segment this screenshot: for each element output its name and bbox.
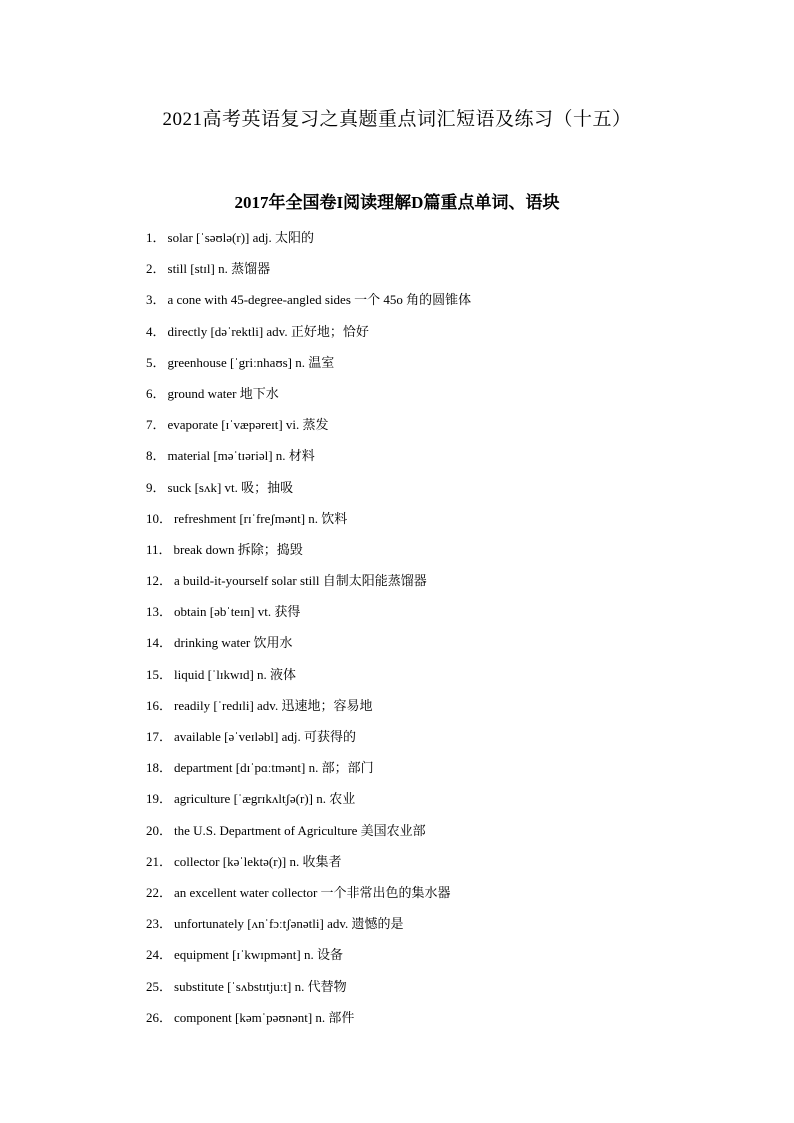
item-number: 7．: [146, 417, 166, 433]
item-number: 19．: [146, 791, 173, 807]
item-text: solar [ˈsəʊlə(r)] adj. 太阳的: [167, 230, 314, 245]
item-number: 12．: [146, 573, 173, 589]
item-number: 25．: [146, 978, 173, 994]
item-text: directly [dəˈrektli] adv. 正好地；恰好: [167, 323, 369, 339]
list-item: [146, 945, 746, 976]
item-text: department [dɪˈpɑːtmənt] n. 部；部门: [174, 760, 374, 776]
item-text: evaporate [ɪˈvæpəreɪt] vi. 蒸发: [167, 417, 329, 433]
item-number: 26．: [146, 1009, 173, 1025]
item-number: 21．: [146, 853, 173, 869]
item-number: 9．: [146, 479, 166, 495]
item-number: 14．: [146, 635, 173, 651]
item-text: material [məˈtɪəriəl] n. 材料: [167, 448, 315, 464]
item-text: available [əˈveɪləbl] adj. 可获得的: [174, 729, 356, 744]
item-number: 6．: [146, 385, 166, 401]
list-item: [146, 789, 746, 820]
list-item: [146, 540, 746, 571]
list-item: [146, 446, 746, 477]
item-text: still [stɪl] n. 蒸馏器: [167, 261, 271, 277]
list-item: [146, 290, 746, 321]
list-item: [146, 602, 746, 633]
list-item: [146, 977, 746, 1008]
vocabulary-list: [146, 228, 746, 1039]
item-text: a build-it-yourself solar still 自制太阳能蒸馏器: [174, 573, 427, 589]
section-title: 2017年全国卷I阅读理解D篇重点单词、语块: [234, 193, 560, 212]
item-text: suck [sʌk] vt. 吸；抽吸: [167, 479, 294, 495]
item-number: 1．: [146, 230, 166, 245]
item-text: component [kəmˈpəʊnənt] n. 部件: [174, 1009, 355, 1025]
list-item: [146, 1008, 746, 1039]
item-number: 13．: [146, 604, 173, 620]
item-number: 3．: [146, 292, 166, 308]
list-item: [146, 821, 746, 852]
item-number: 16．: [146, 697, 173, 713]
list-item: [146, 478, 746, 509]
list-item: [146, 415, 746, 446]
list-item: [146, 509, 746, 540]
list-item: [146, 914, 746, 945]
item-text: the U.S. Department of Agriculture 美国农业部: [174, 822, 426, 838]
item-number: 17．: [146, 729, 173, 744]
item-text: break down 拆除；捣毁: [173, 541, 303, 557]
item-number: 5．: [146, 354, 166, 370]
list-item: [146, 852, 746, 883]
list-item: [146, 322, 746, 353]
item-text: drinking water 饮用水: [174, 635, 293, 651]
item-number: 23．: [146, 916, 173, 932]
item-text: a cone with 45-degree-angled sides 一个 45o 角的圆锥体: [167, 292, 472, 308]
item-number: 8．: [146, 448, 166, 464]
item-number: 11．: [146, 541, 172, 557]
item-text: greenhouse [ˈgriːnhaʊs] n. 温室: [167, 354, 335, 370]
page-title: 2021高考英语复习之真题重点词汇短语及练习（十五）: [162, 109, 632, 130]
item-number: 2．: [146, 261, 166, 277]
item-number: 22．: [146, 884, 173, 900]
item-text: ground water 地下水: [167, 385, 279, 401]
list-item: [146, 665, 746, 696]
item-text: an excellent water collector 一个非常出色的集水器: [174, 884, 451, 900]
list-item: [146, 384, 746, 415]
list-item: [146, 727, 746, 758]
item-number: 4．: [146, 323, 166, 339]
list-item: [146, 633, 746, 664]
item-text: substitute [ˈsʌbstɪtjuːt] n. 代替物: [174, 978, 347, 994]
item-number: 24．: [146, 947, 173, 963]
list-item: [146, 883, 746, 914]
item-text: equipment [ɪˈkwɪpmənt] n. 设备: [174, 947, 343, 963]
list-item: [146, 758, 746, 789]
item-text: obtain [əbˈteɪn] vt. 获得: [174, 604, 301, 620]
item-number: 10．: [146, 510, 173, 526]
list-item: [146, 696, 746, 727]
item-text: refreshment [rɪˈfreʃmənt] n. 饮料: [174, 510, 348, 526]
item-text: agriculture [ˈægrɪkʌltʃə(r)] n. 农业: [174, 791, 356, 807]
item-number: 20．: [146, 822, 173, 838]
list-item: [146, 259, 746, 290]
list-item: [146, 353, 746, 384]
list-item: [146, 228, 746, 259]
item-text: unfortunately [ʌnˈfɔːtʃənətli] adv. 遗憾的是: [174, 916, 404, 932]
item-number: 15．: [146, 666, 173, 682]
item-number: 18．: [146, 760, 173, 776]
item-text: readily [ˈredɪli] adv. 迅速地；容易地: [174, 697, 373, 713]
item-text: collector [kəˈlektə(r)] n. 收集者: [174, 853, 342, 869]
item-text: liquid [ˈlɪkwɪd] n. 液体: [174, 666, 297, 682]
list-item: [146, 571, 746, 602]
